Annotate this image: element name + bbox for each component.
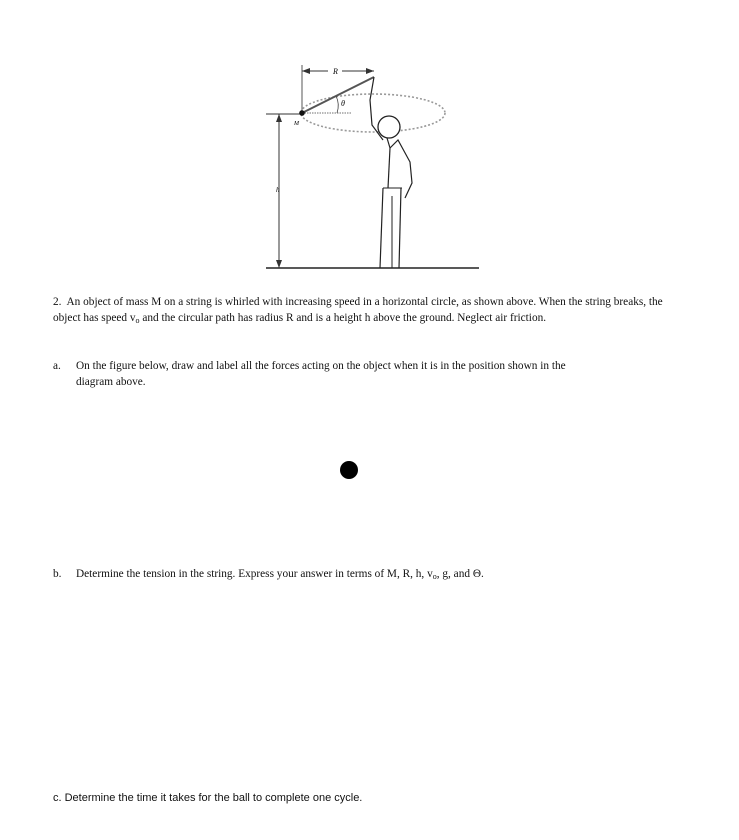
h-label: h bbox=[276, 186, 280, 194]
mass-object bbox=[299, 110, 305, 116]
theta-label: θ bbox=[341, 99, 345, 108]
radius-arrow-left bbox=[302, 68, 310, 74]
left-leg bbox=[380, 188, 383, 268]
height-arrow-top bbox=[276, 114, 282, 122]
problem-statement bbox=[53, 294, 693, 329]
part-b-subscript: o bbox=[432, 572, 437, 581]
person-head bbox=[378, 116, 400, 138]
part-b-text-cont: , g, and Θ. bbox=[436, 568, 484, 580]
part-a-line2: diagram above. bbox=[76, 376, 146, 388]
pendulum-figure bbox=[0, 0, 739, 280]
person-back bbox=[388, 148, 390, 188]
right-leg bbox=[399, 188, 401, 268]
theta-arc bbox=[336, 96, 338, 113]
part-a-line1: On the figure below, draw and label all the forces acting on the object when it is in the position shown in the bbox=[76, 360, 566, 372]
part-b-marker: b. bbox=[53, 568, 62, 580]
part-a-marker: a. bbox=[53, 360, 61, 372]
part-b-text: Determine the tension in the string. Express your answer in terms of M, R, h, v bbox=[76, 568, 433, 580]
radius-arrow-right bbox=[366, 68, 374, 74]
problem-text: An object of mass M on a string is whirled with increasing speed in a horizontal circle, as shown above. When the string breaks, the object has speed v bbox=[53, 296, 663, 324]
object-dot bbox=[340, 461, 358, 479]
part-c bbox=[53, 790, 673, 806]
person-neck bbox=[387, 138, 390, 148]
problem-number: 2. bbox=[53, 296, 62, 308]
R-label: R bbox=[333, 67, 338, 76]
part-a bbox=[53, 358, 673, 390]
v0-subscript: o bbox=[135, 316, 140, 325]
part-c-text: c. Determine the time it takes for the ball to complete one cycle. bbox=[53, 792, 363, 804]
M-label: M bbox=[294, 121, 299, 127]
height-arrow-bottom bbox=[276, 260, 282, 268]
part-b bbox=[53, 566, 673, 585]
problem-text-cont: and the circular path has radius R and is a height h above the ground. Neglect air friction. bbox=[139, 312, 547, 324]
